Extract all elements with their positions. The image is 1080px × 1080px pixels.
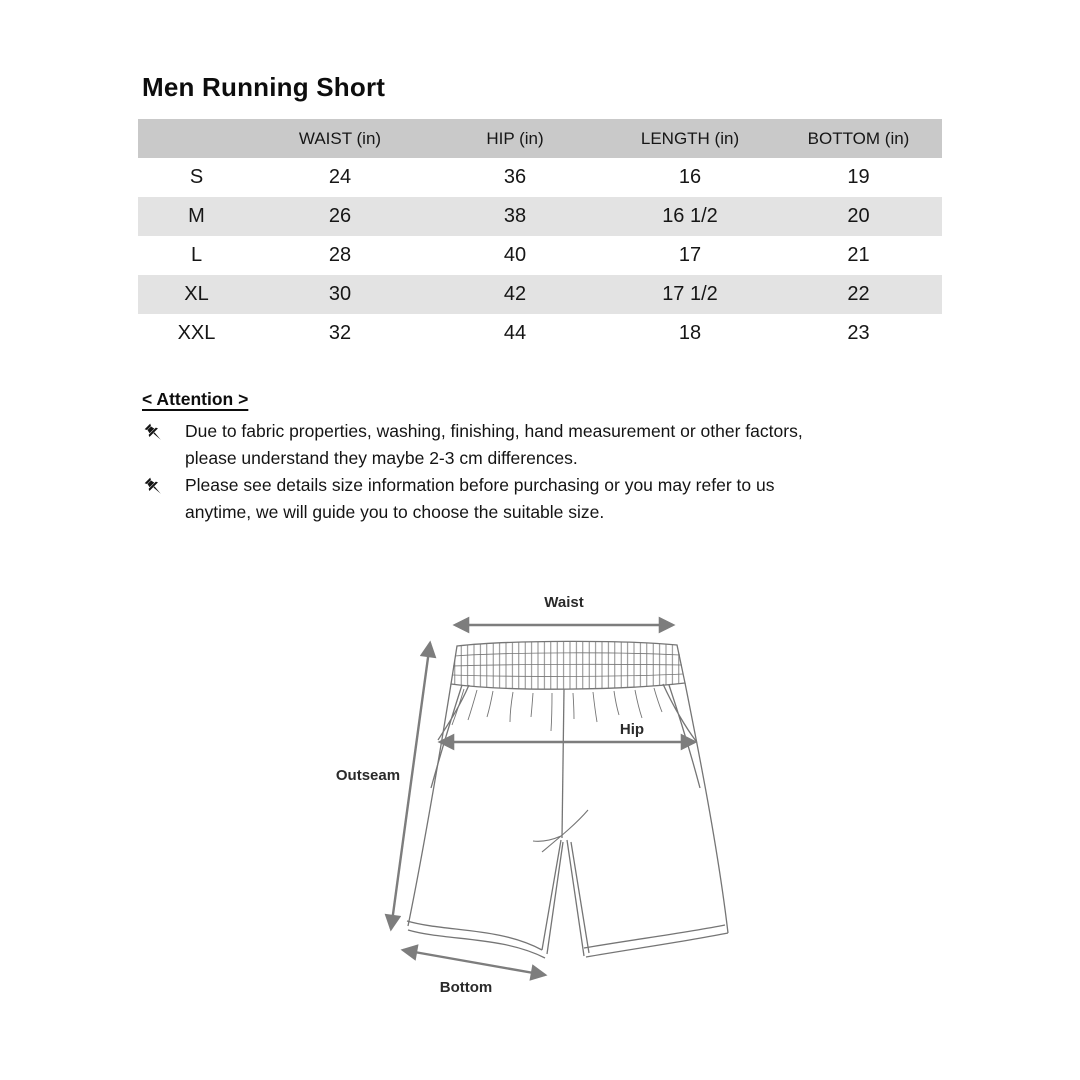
pushpin-icon bbox=[142, 472, 185, 505]
value-cell: 26 bbox=[328, 205, 352, 227]
table-row bbox=[138, 158, 942, 197]
bottom-label: Bottom bbox=[439, 979, 493, 996]
outseam-label: Outseam bbox=[335, 767, 401, 784]
attention-line: please understand they maybe 2-3 cm differences. bbox=[185, 448, 578, 468]
value-cell: 30 bbox=[328, 283, 352, 305]
size-cell: S bbox=[189, 166, 204, 188]
value-cell: 44 bbox=[503, 322, 527, 344]
attention-line: anytime, we will guide you to choose the suitable size. bbox=[185, 502, 605, 522]
header-cell: BOTTOM (in) bbox=[807, 128, 910, 148]
shorts-measurement-diagram bbox=[330, 588, 760, 1010]
attention-section bbox=[142, 389, 922, 526]
header-cell: HIP (in) bbox=[486, 128, 544, 148]
attention-item bbox=[142, 472, 922, 526]
table-row bbox=[138, 314, 942, 353]
header-cell: WAIST (in) bbox=[298, 128, 382, 148]
size-cell: XXL bbox=[177, 322, 216, 344]
size-cell: L bbox=[190, 244, 203, 266]
size-table bbox=[138, 119, 942, 353]
waistband bbox=[451, 641, 685, 689]
attention-text bbox=[185, 418, 803, 472]
value-cell: 22 bbox=[847, 283, 870, 305]
table-header-row bbox=[138, 119, 942, 158]
attention-text bbox=[185, 472, 774, 526]
value-cell: 20 bbox=[847, 205, 870, 227]
value-cell: 23 bbox=[847, 322, 870, 344]
value-cell: 16 1/2 bbox=[662, 205, 718, 227]
value-cell: 18 bbox=[678, 322, 702, 344]
value-cell: 16 bbox=[678, 166, 702, 188]
hip-label: Hip bbox=[619, 721, 645, 738]
waist-label: Waist bbox=[544, 594, 584, 611]
value-cell: 36 bbox=[503, 166, 527, 188]
attention-item bbox=[142, 418, 922, 472]
value-cell: 24 bbox=[328, 166, 352, 188]
value-cell: 17 bbox=[678, 244, 702, 266]
bottom-arrow bbox=[403, 950, 545, 975]
value-cell: 17 1/2 bbox=[662, 283, 718, 305]
page-title: Men Running Short bbox=[142, 72, 386, 102]
table-row bbox=[138, 197, 942, 236]
value-cell: 40 bbox=[503, 244, 527, 266]
value-cell: 38 bbox=[503, 205, 527, 227]
outseam-arrow bbox=[391, 643, 430, 929]
value-cell: 28 bbox=[328, 244, 352, 266]
header-cell: LENGTH (in) bbox=[640, 128, 740, 148]
value-cell: 19 bbox=[847, 166, 870, 188]
size-cell: M bbox=[188, 205, 205, 227]
size-cell: XL bbox=[184, 283, 209, 305]
attention-line: Please see details size information before purchasing or you may refer to us bbox=[185, 475, 775, 495]
shorts-outline bbox=[407, 683, 728, 958]
pushpin-icon bbox=[142, 418, 185, 451]
value-cell: 42 bbox=[503, 283, 527, 305]
value-cell: 21 bbox=[847, 244, 870, 266]
value-cell: 32 bbox=[328, 322, 352, 344]
attention-line: Due to fabric properties, washing, finishing, hand measurement or other factors, bbox=[185, 421, 803, 441]
table-row bbox=[138, 275, 942, 314]
table-row bbox=[138, 236, 942, 275]
attention-heading: < Attention > bbox=[142, 389, 249, 409]
